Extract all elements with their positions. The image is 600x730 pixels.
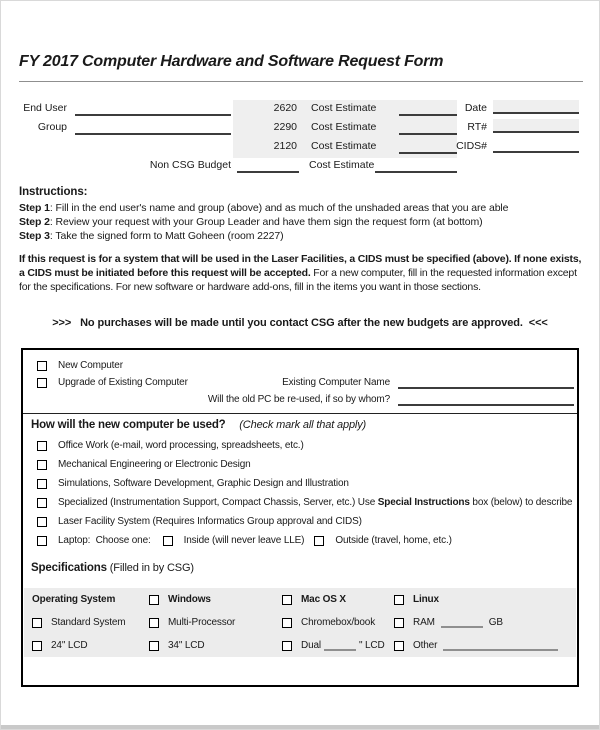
rt-number-field[interactable] [493, 119, 579, 133]
no-purchases-banner: >>> No purchases will be made until you contact CSG after the new budgets are approved. <<< [52, 317, 548, 329]
page-title: FY 2017 Computer Hardware and Software Request Form [19, 53, 444, 70]
other-label: Other [413, 640, 438, 651]
instructions-heading: Instructions: [19, 186, 88, 198]
usage-simulations-row [37, 478, 574, 489]
upgrade-label: Upgrade of Existing Computer [58, 377, 188, 388]
ram-label: RAM [413, 617, 435, 628]
dual-lcd-label: Dual [301, 640, 321, 651]
upgrade-checkbox[interactable] [37, 378, 47, 388]
cids-number-label: CIDS# [456, 140, 487, 152]
usage-heading-row [31, 419, 577, 431]
rt-number-label: RT# [467, 121, 487, 133]
reuse-question-label: Will the old PC be re-used, if so by whom? [207, 394, 390, 405]
group-field[interactable] [75, 121, 231, 135]
chromebox-cell [282, 611, 394, 634]
dual-lcd-cell [282, 634, 394, 657]
reuse-answer-field[interactable] [398, 403, 574, 406]
instruction-step-3 [19, 229, 508, 243]
mechanical-engineering-checkbox[interactable] [37, 460, 47, 470]
specifications-heading: Specifications [31, 562, 107, 574]
step-1-label: Step 1 [19, 202, 50, 214]
office-work-label: Office Work (e-mail, word processing, spreadsheets, etc.) [58, 440, 304, 451]
laptop-inside-checkbox[interactable] [163, 536, 173, 546]
laser-facility-checkbox[interactable] [37, 517, 47, 527]
section-divider [23, 413, 577, 414]
simulations-checkbox[interactable] [37, 479, 47, 489]
new-computer-checkbox[interactable] [37, 361, 47, 371]
lcd34-label: 34" LCD [168, 640, 205, 651]
instructions-section [19, 185, 508, 243]
os-header-cell [24, 588, 149, 611]
reuse-question-row [23, 394, 574, 405]
group-label: Group [37, 121, 67, 133]
os-header-label: Operating System [32, 594, 116, 605]
budget-code-2290: 2290 [273, 121, 297, 133]
cost-estimate-label-2: Cost Estimate [311, 121, 377, 133]
macosx-checkbox[interactable] [282, 595, 292, 605]
specialized-checkbox[interactable] [37, 498, 47, 508]
header-fields [1, 99, 600, 179]
usage-office-row [37, 440, 574, 451]
ram-unit-label: GB [488, 617, 503, 628]
laptop-inside-label: Inside (will never leave LLE) [183, 535, 305, 546]
specifications-note: (Filled in by CSG) [109, 562, 194, 574]
chromebox-label: Chromebox/book [301, 617, 376, 628]
usage-laser-row [37, 516, 574, 527]
simulations-label: Simulations, Software Development, Graphic Design and Illustration [58, 478, 349, 489]
linux-cell [394, 588, 576, 611]
windows-checkbox[interactable] [149, 595, 159, 605]
step-2-text: : Review your request with your Group Leader and have them sign the request form (at bottom) [49, 216, 483, 228]
lcd34-cell [149, 634, 282, 657]
dual-lcd-checkbox[interactable] [282, 641, 292, 651]
windows-cell [149, 588, 282, 611]
upgrade-row [37, 377, 574, 388]
new-computer-label: New Computer [58, 360, 123, 371]
other-checkbox[interactable] [394, 641, 404, 651]
existing-computer-name-label: Existing Computer Name [282, 377, 390, 388]
budget-code-2120: 2120 [273, 140, 297, 152]
linux-checkbox[interactable] [394, 595, 404, 605]
laptop-outside-checkbox[interactable] [314, 536, 324, 546]
new-computer-row [37, 360, 574, 371]
specifications-table [24, 588, 576, 657]
ram-amount-field[interactable] [441, 625, 483, 628]
dual-lcd-size-field[interactable] [324, 648, 356, 651]
budget-code-2620: 2620 [273, 102, 297, 114]
non-csg-cost-label: Cost Estimate [309, 159, 375, 171]
ram-cell [394, 611, 576, 634]
lcd34-checkbox[interactable] [149, 641, 159, 651]
macosx-cell [282, 588, 394, 611]
specialized-post: box (below) to describe [469, 497, 573, 508]
usage-note: (Check mark all that apply) [239, 419, 367, 431]
step-3-text: : Take the signed form to Matt Goheen (room 2227) [49, 230, 284, 242]
usage-mech-row [37, 459, 574, 470]
linux-label: Linux [413, 594, 439, 605]
specifications-heading-row [31, 562, 577, 574]
end-user-label: End User [23, 102, 67, 114]
laser-facility-label: Laser Facility System (Requires Informatics Group approval and CIDS) [58, 516, 362, 527]
non-csg-cost-field[interactable] [375, 159, 457, 173]
other-field[interactable] [443, 648, 558, 651]
cost-estimate-label-3: Cost Estimate [311, 140, 377, 152]
instruction-step-1 [19, 201, 508, 215]
multi-processor-checkbox[interactable] [149, 618, 159, 628]
step-1-text: : Fill in the end user's name and group (above) and as much of the unshaded areas that you are able [49, 202, 509, 214]
chromebox-checkbox[interactable] [282, 618, 292, 628]
windows-label: Windows [168, 594, 211, 605]
office-work-checkbox[interactable] [37, 441, 47, 451]
standard-system-cell [24, 611, 149, 634]
lcd24-label: 24" LCD [51, 640, 88, 651]
usage-laptop-row [37, 535, 574, 546]
laptop-checkbox[interactable] [37, 536, 47, 546]
step-3-label: Step 3 [19, 230, 50, 242]
date-label: Date [464, 102, 487, 114]
standard-system-label: Standard System [51, 617, 126, 628]
lcd24-cell [24, 634, 149, 657]
specialized-label [58, 497, 572, 508]
existing-computer-name-field[interactable] [398, 386, 574, 389]
mechanical-engineering-label: Mechanical Engineering or Electronic Design [58, 459, 251, 470]
laptop-outside-label: Outside (travel, home, etc.) [335, 535, 452, 546]
non-csg-budget-field[interactable] [237, 159, 299, 173]
usage-specialized-row [37, 497, 574, 508]
cids-notice [19, 252, 585, 294]
macosx-label: Mac OS X [301, 594, 346, 605]
request-box [21, 348, 579, 687]
specialized-pre: Specialized (Instrumentation Support, Compact Chassis, Server, etc.) Use [58, 497, 378, 508]
usage-heading: How will the new computer be used? [31, 419, 226, 431]
specialized-bold: Special Instructions [377, 497, 470, 508]
date-field[interactable] [493, 100, 579, 114]
cost-estimate-label-1: Cost Estimate [311, 102, 377, 114]
laptop-label: Laptop: Choose one: [58, 535, 151, 546]
dual-lcd-unit-label: " LCD [358, 640, 385, 651]
lcd24-checkbox[interactable] [32, 641, 42, 651]
cids-notice-bold: If this request is for a system that will be used in the Laser Facilities, a CIDS must be specified (above). If none exists, a CIDS must be initiated before this request will be accepted. [19, 253, 582, 279]
cids-notice-normal: For a new computer, fill in the requested information except for the specifications. For new software or hardware add-ons, fill in the items you want in those sections. [19, 267, 577, 293]
instruction-step-2 [19, 215, 508, 229]
non-csg-budget-label: Non CSG Budget [149, 159, 231, 171]
cids-number-field[interactable] [493, 142, 579, 153]
ram-checkbox[interactable] [394, 618, 404, 628]
multi-processor-cell [149, 611, 282, 634]
standard-system-checkbox[interactable] [32, 618, 42, 628]
multi-processor-label: Multi-Processor [168, 617, 236, 628]
title-divider [19, 81, 583, 82]
other-cell [394, 634, 576, 657]
step-2-label: Step 2 [19, 216, 50, 228]
end-user-field[interactable] [75, 102, 231, 116]
page-bottom-edge [1, 725, 599, 729]
